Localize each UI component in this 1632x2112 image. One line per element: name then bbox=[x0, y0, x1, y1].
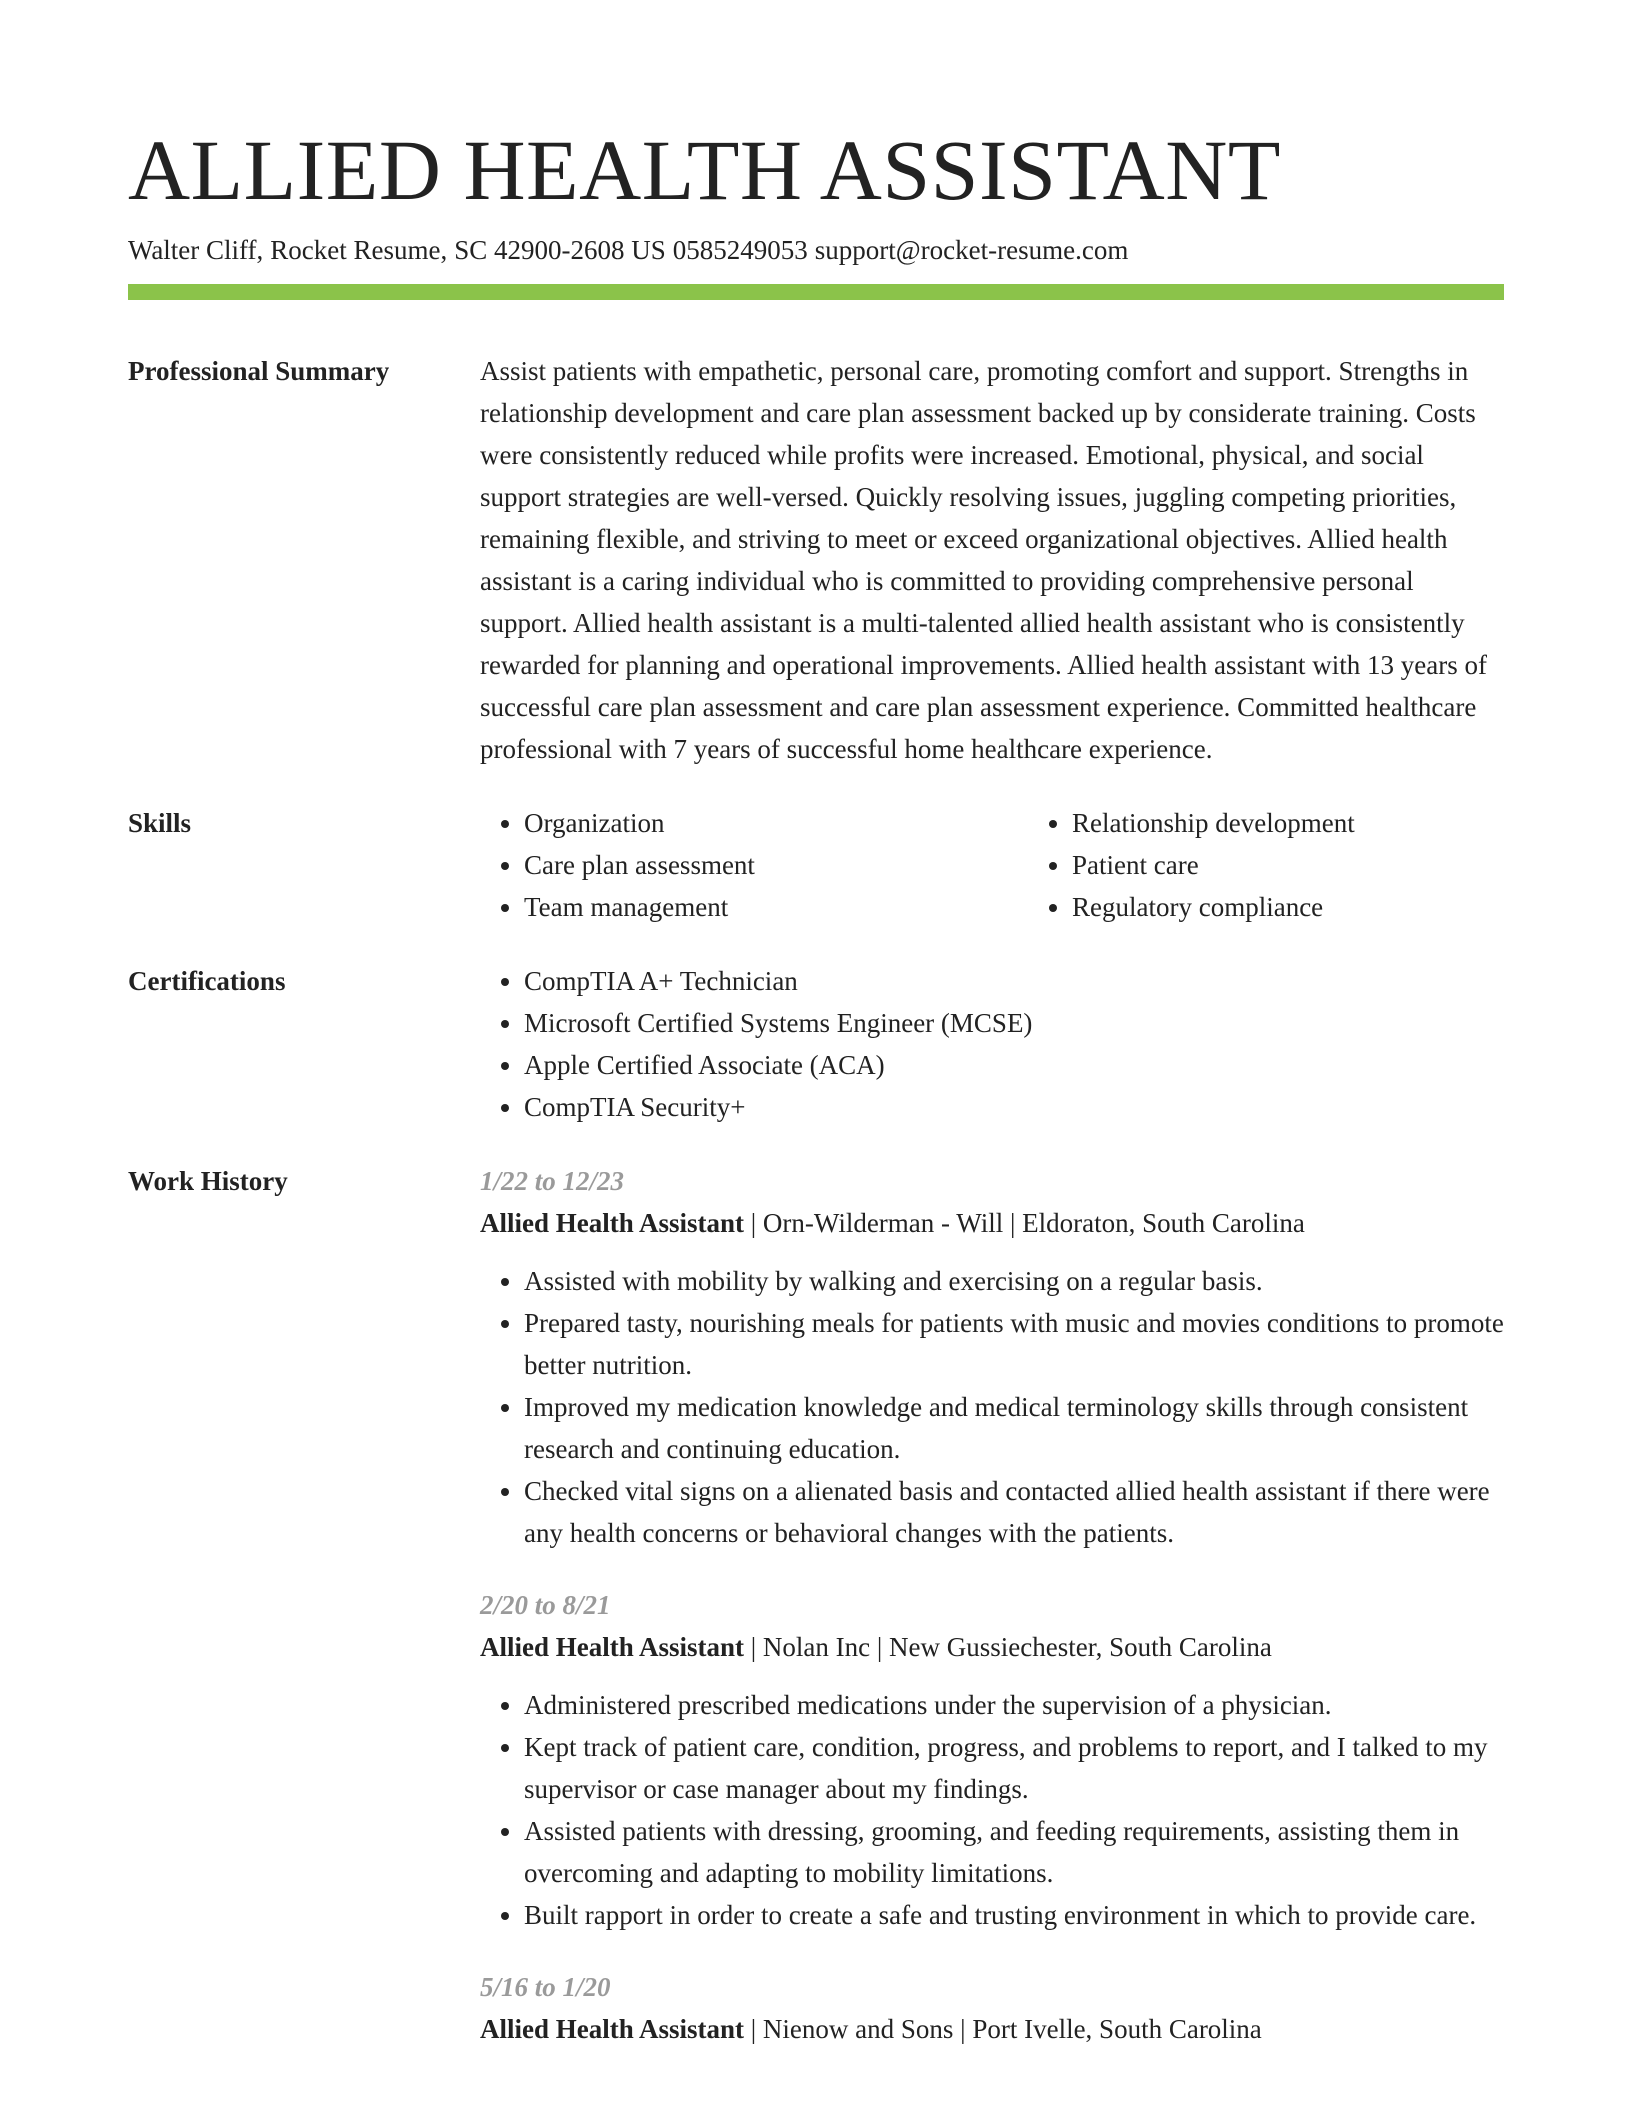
skills-column-1 bbox=[480, 802, 1028, 928]
job-details: | Orn-Wilderman - Will | Eldoraton, South Carolina bbox=[744, 1208, 1305, 1238]
certifications-section bbox=[128, 960, 1504, 1128]
job-bullets bbox=[480, 1260, 1504, 1554]
skill-item: • Regulatory compliance bbox=[1072, 886, 1576, 928]
job-bullet: • Prepared tasty, nourishing meals for patients with music and movies conditions to promote better nutrition. bbox=[524, 1302, 1504, 1386]
job-dates: 1/22 to 12/23 bbox=[480, 1166, 625, 1196]
skills-column-2 bbox=[1028, 802, 1576, 928]
skills-section bbox=[128, 802, 1504, 928]
contact-address: SC 42900-2608 US bbox=[454, 235, 666, 265]
summary-section bbox=[128, 350, 1504, 770]
work-history-label: Work History bbox=[128, 1166, 288, 1196]
job-heading bbox=[480, 2008, 1504, 2050]
skill-item: • Care plan assessment bbox=[524, 844, 1028, 886]
certification-item: • Microsoft Certified Systems Engineer (MCSE) bbox=[524, 1002, 1504, 1044]
skill-item: • Patient care bbox=[1072, 844, 1576, 886]
job-title: Allied Health Assistant bbox=[480, 1632, 745, 1662]
job-bullets bbox=[480, 1684, 1504, 1936]
job-dates: 2/20 to 8/21 bbox=[480, 1590, 611, 1620]
work-history-section bbox=[128, 1160, 1504, 2050]
job-heading bbox=[480, 1202, 1504, 1244]
skill-item: • Team management bbox=[524, 886, 1028, 928]
job-bullet: • Assisted with mobility by walking and exercising on a regular basis. bbox=[524, 1260, 1504, 1302]
job-heading bbox=[480, 1626, 1504, 1668]
certifications-label: Certifications bbox=[128, 966, 286, 996]
work-history-body bbox=[480, 1160, 1504, 2050]
job-details: | Nienow and Sons | Port Ivelle, South Carolina bbox=[744, 2014, 1262, 2044]
certifications-list bbox=[480, 960, 1504, 1128]
contact-person: Walter Cliff, bbox=[128, 235, 264, 265]
summary-text: Assist patients with empathetic, personal care, promoting comfort and support. Strengths in relationship development and care plan assessment backed up by considerate training. Costs were consistently reduced while profits were increased. Emotional, physical, and social support strategies are well-versed. Quickly resolving issues, juggling competing priorities, remaining flexible, and striving to meet or exceed organizational objectives. Allied health assistant is a caring individual who is committed to providing comprehensive personal support. Allied health assistant is a multi-talented allied health assistant who is consistently rewarded for planning and operational improvements. Allied health assistant with 13 years of successful care plan assessment and care plan assessment experience. Committed healthcare professional with 7 years of successful home healthcare experience. bbox=[480, 356, 1487, 764]
contact-line bbox=[128, 232, 1504, 268]
job-bullet: • Administered prescribed medications under the supervision of a physician. bbox=[524, 1684, 1504, 1726]
job-entry bbox=[480, 1966, 1504, 2050]
contact-company: Rocket Resume, bbox=[270, 235, 448, 265]
job-bullet: • Improved my medication knowledge and medical terminology skills through consistent research and continuing education. bbox=[524, 1386, 1504, 1470]
header-divider bbox=[128, 284, 1504, 300]
contact-email: support@rocket-resume.com bbox=[814, 235, 1129, 265]
certification-item: • Apple Certified Associate (ACA) bbox=[524, 1044, 1504, 1086]
resume-page bbox=[128, 0, 1504, 2050]
job-bullet: • Built rapport in order to create a safe and trusting environment in which to provide care. bbox=[524, 1894, 1504, 1936]
certification-item: • CompTIA Security+ bbox=[524, 1086, 1504, 1128]
contact-phone: 0585249053 bbox=[672, 235, 808, 265]
job-entry bbox=[480, 1584, 1504, 1936]
skills-grid bbox=[480, 802, 1576, 928]
job-bullet: • Checked vital signs on a alienated basis and contacted allied health assistant if there were any health concerns or behavioral changes with the patients. bbox=[524, 1470, 1504, 1554]
skill-item: • Organization bbox=[524, 802, 1028, 844]
job-title: Allied Health Assistant bbox=[480, 1208, 745, 1238]
job-bullet: • Assisted patients with dressing, grooming, and feeding requirements, assisting them in overcoming and adapting to mobility limitations. bbox=[524, 1810, 1504, 1894]
skills-label: Skills bbox=[128, 808, 192, 838]
job-dates: 5/16 to 1/20 bbox=[480, 1972, 611, 2002]
resume-title: ALLIED HEALTH ASSISTANT bbox=[128, 122, 1281, 218]
certifications-body bbox=[480, 960, 1504, 1128]
summary-label: Professional Summary bbox=[128, 356, 390, 386]
summary-body bbox=[480, 350, 1504, 770]
skill-item: • Relationship development bbox=[1072, 802, 1576, 844]
job-title: Allied Health Assistant bbox=[480, 2014, 745, 2044]
job-entry bbox=[480, 1160, 1504, 1554]
job-details: | Nolan Inc | New Gussiechester, South Carolina bbox=[744, 1632, 1272, 1662]
job-bullet: • Kept track of patient care, condition, progress, and problems to report, and I talked to my supervisor or case manager about my findings. bbox=[524, 1726, 1504, 1810]
certification-item: • CompTIA A+ Technician bbox=[524, 960, 1504, 1002]
